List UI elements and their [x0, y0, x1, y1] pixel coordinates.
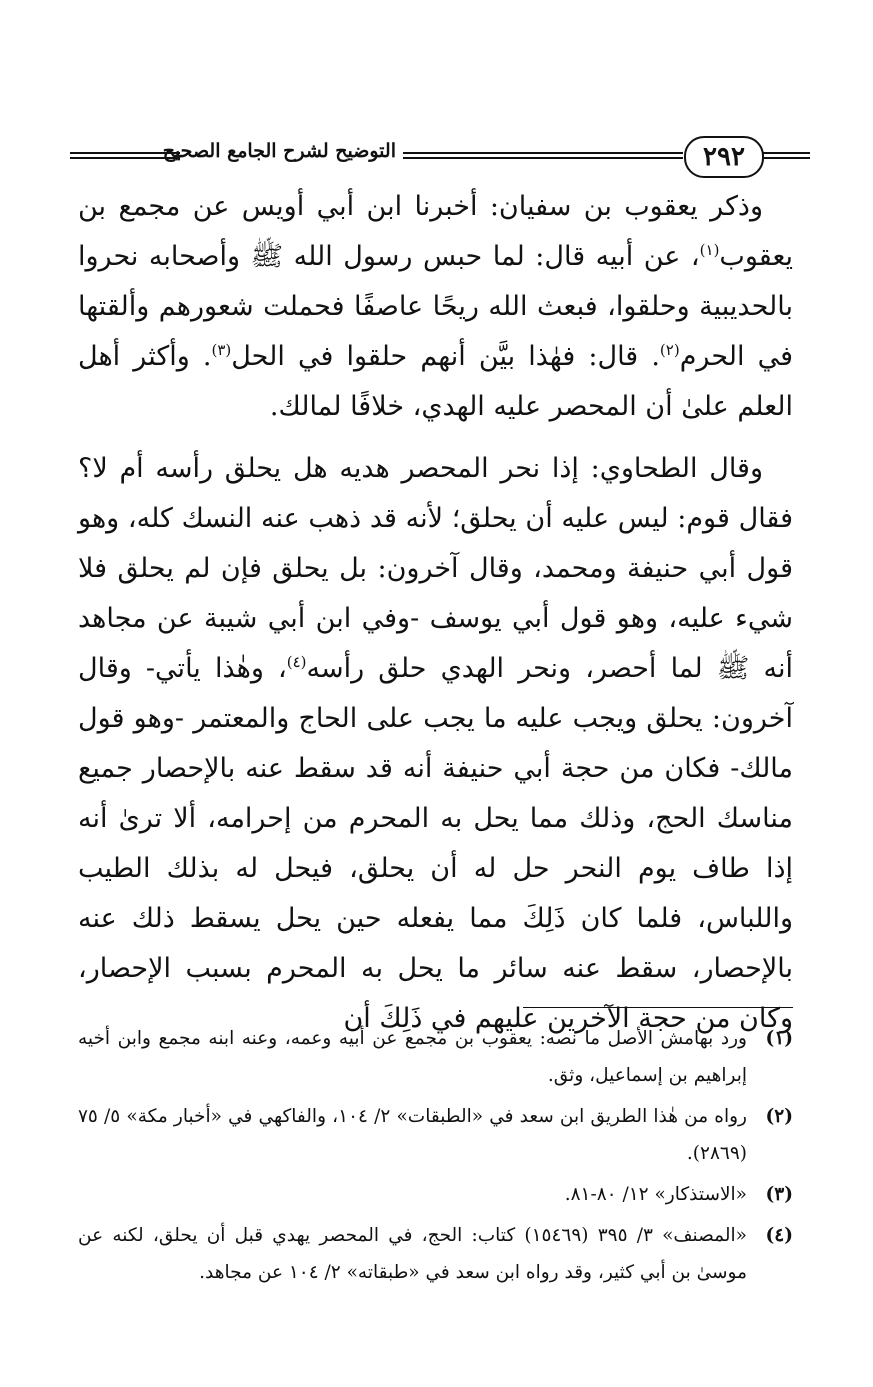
text-run: . وأكثر أهل العلم علىٰ أن المحصر عليه الهدي، خلافًا لمالك.: [78, 341, 793, 422]
footnote-number: (١): [765, 1028, 793, 1049]
text-run: ، وهٰذا يأتي- وقال آخرون: يحلق ويجب عليه ما يجب على الحاج والمعتمر -وهو قول مالك- فكان من حجة أبي حنيفة أنه قد سقط عنه بالإحصار جميع مناسك الحج، وذلك مما يحل به المحرم من إحرامه، ألا ترىٰ أنه إذا طاف يوم النحر حل له أن يحلق، فيحل له بذلك الطيب واللباس، فلما كان ذَلِكَ مما يفعله حين يحل يسقط ذلك عنه بالإحصار، سقط عنه سائر ما يحل به المحرم بسبب الإحصار، وكان من حجة الآخرين عليهم في ذَلِكَ أن: [78, 653, 793, 1034]
footnote-number: (٣): [765, 1184, 793, 1205]
footnote-4: [78, 1217, 793, 1291]
page-number: ٢٩٢: [684, 136, 764, 178]
footnote-ref-4[interactable]: (٤): [286, 653, 307, 671]
header-rule-right: [762, 152, 810, 159]
header-rule-middle: [403, 152, 683, 159]
main-text: [78, 182, 793, 1044]
footnote-2: [78, 1098, 793, 1172]
footnote-ref-3[interactable]: (٣): [211, 341, 232, 359]
footnote-1: [78, 1020, 793, 1094]
paragraph-1: [78, 182, 793, 432]
text-run: . قال: فهٰذا بيَّن أنهم حلقوا في الحل: [231, 341, 660, 372]
footnote-text: رواه من هٰذا الطريق ابن سعد في «الطبقات» ٢/ ١٠٤، والفاكهي في «أخبار مكة» ٥/ ٧٥ (٢٨٦٩).: [78, 1106, 747, 1164]
footnote-separator: [523, 1007, 793, 1008]
footnote-ref-2[interactable]: (٢): [659, 341, 680, 359]
footnote-text: «الاستذكار» ١٢/ ٨٠-٨١.: [564, 1184, 747, 1205]
text-run: ، عن أبيه قال: لما حبس رسول الله ﷺ وأصحابه نحروا بالحديبية وحلقوا، فبعث الله ريحًا عاصفًا فحملت شعورهم وألقتها في الحرم: [78, 241, 794, 372]
footnote-text: «المصنف» ٣/ ٣٩٥ (١٥٤٦٩) كتاب: الحج، في المحصر يهدي قبل أن يحلق، لكنه عن موسىٰ بن أبي كثير، وقد رواه ابن سعد في «طبقاته» ٢/ ١٠٤ عن مجاهد.: [78, 1225, 747, 1283]
footnote-ref-1[interactable]: (١): [699, 241, 720, 259]
footnote-number: (٤): [765, 1225, 793, 1246]
footnote-number: (٢): [765, 1106, 793, 1127]
running-header: [70, 136, 810, 176]
footnote-3: [78, 1176, 793, 1213]
header-rule-left: [70, 152, 180, 159]
paragraph-2: [78, 444, 793, 1044]
footnotes: [78, 1020, 793, 1295]
running-title: التوضيح لشرح الجامع الصحيح: [162, 140, 396, 162]
text-run: وذكر يعقوب بن سفيان: أخبرنا ابن أبي أويس عن مجمع بن يعقوب: [78, 191, 793, 272]
text-run: وقال الطحاوي: إذا نحر المحصر هديه هل يحلق رأسه أم لا؟ فقال قوم: ليس عليه أن يحلق؛ لأنه قد ذهب عنه النسك كله، وهو قول أبي حنيفة ومحمد، وقال آخرون: بل يحلق فإن لم يحلق فلا شيء عليه، وهو قول أبي يوسف -وفي ابن أبي شيبة عن مجاهد أنه ﷺ لما أحصر، ونحر الهدي حلق رأسه: [78, 453, 794, 684]
footnote-text: ورد بهامش الأصل ما نصه: يعقوب بن مجمع عن أبيه وعمه، وعنه ابنه مجمع وابن أخيه إبراهيم بن إسماعيل، وثق.: [78, 1028, 747, 1086]
